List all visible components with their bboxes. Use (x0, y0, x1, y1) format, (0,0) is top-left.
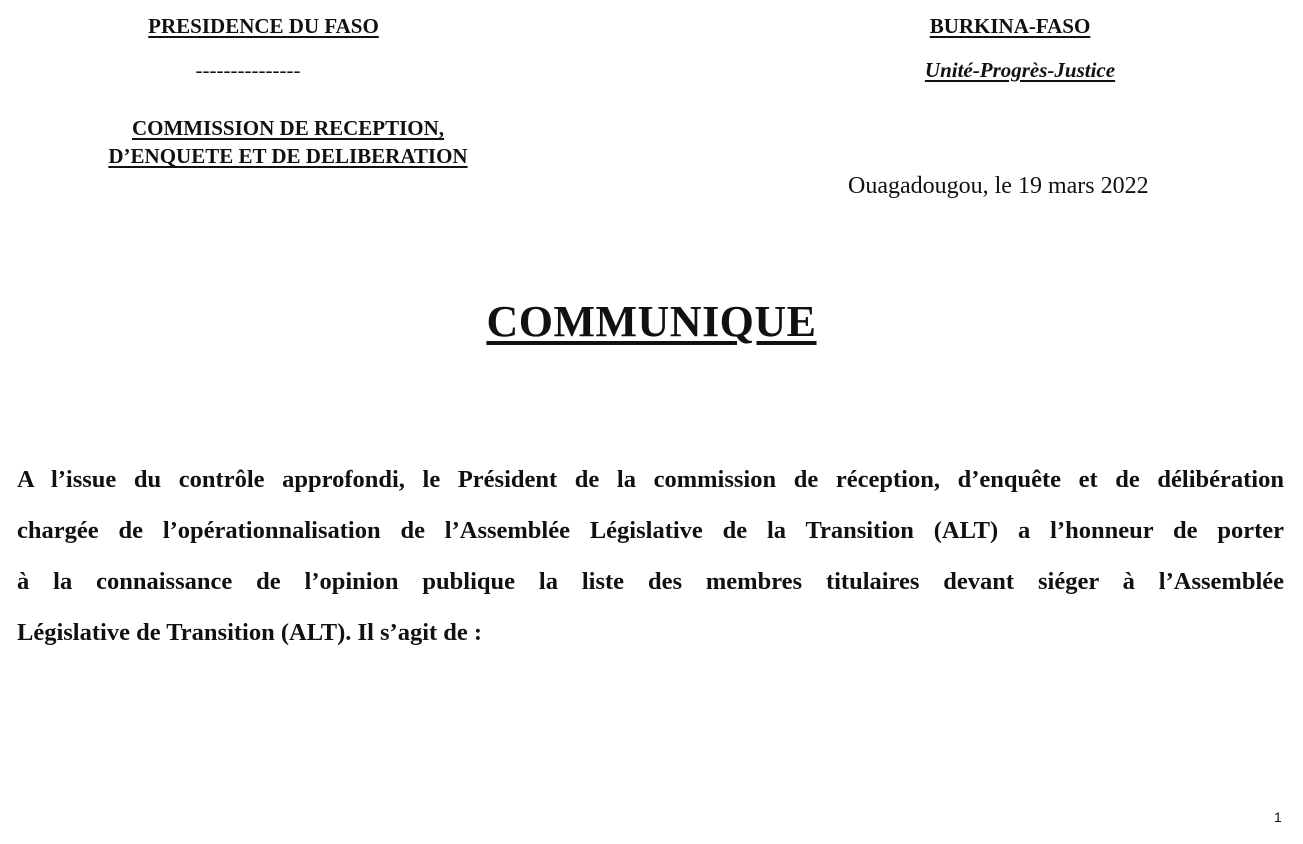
body-line-1: A l’issue du contrôle approfondi, le Président de la commission de réception, d’enquête et de délibération (17, 466, 1284, 493)
place-date-line: Ouagadougou, le 19 mars 2022 (848, 173, 1149, 199)
body-line-2: chargée de l’opérationnalisation de l’Assemblée Législative de la Transition (ALT) a l’honneur de porter (17, 517, 1284, 544)
country-title: BURKINA-FASO (929, 14, 1091, 38)
header-separator: --------------- (195, 58, 301, 82)
commission-line-1: COMMISSION DE RECEPTION, (131, 116, 445, 140)
page-number: 1 (1274, 809, 1282, 825)
body-line-3: à la connaissance de l’opinion publique la liste des membres titulaires devant siéger à l’Assemblée (17, 568, 1284, 595)
commission-name (0, 114, 576, 170)
presidence-title: PRESIDENCE DU FASO (148, 14, 379, 38)
commission-line-2: D’ENQUETE ET DE DELIBERATION (108, 144, 468, 168)
document-title: COMMUNIQUE (486, 297, 817, 346)
body-line-4: Législative de Transition (ALT). Il s’agit de : (17, 619, 483, 646)
communique-body (17, 454, 1284, 658)
national-motto: Unité-Progrès-Justice (924, 58, 1116, 82)
